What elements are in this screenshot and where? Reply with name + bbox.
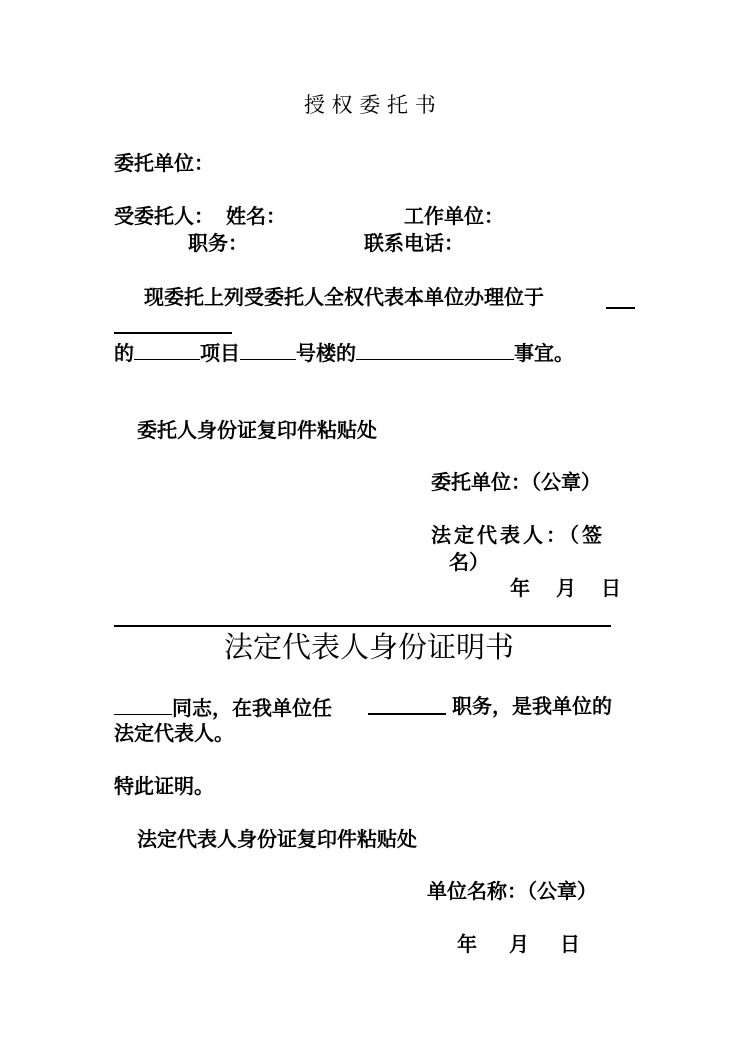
body-matter: 事宜。 — [514, 341, 574, 365]
agent-label: 受委托人： — [114, 204, 214, 228]
signature-label-line2: 名） — [449, 550, 489, 574]
authorization-date-year: 年 — [510, 576, 530, 600]
project-blank — [134, 341, 200, 360]
authorization-title: 授 权 委 托 书 — [304, 93, 436, 117]
work-unit-label: 工作单位： — [404, 204, 504, 228]
building-blank — [240, 341, 296, 360]
position-label: 职务： — [188, 231, 248, 255]
section-divider — [114, 625, 611, 627]
identity-date-year: 年 — [457, 932, 477, 956]
identity-seal-label: 单位名称：（公章） — [427, 879, 597, 903]
body-de: 的 — [114, 341, 134, 365]
matter-blank — [356, 341, 514, 360]
body-building: 号楼的 — [296, 341, 356, 365]
authorization-body-line1: 现委托上列受委托人全权代表本单位办理位于 — [144, 285, 544, 309]
phone-label: 联系电话： — [364, 231, 464, 255]
comrade-name-blank — [114, 696, 172, 715]
identity-position-blank — [368, 713, 446, 715]
signature-label-line1: 法定代表人：（签 — [431, 523, 605, 547]
identity-line1 — [114, 696, 332, 718]
location-blank-2 — [114, 332, 232, 334]
client-unit-label: 委托单位： — [114, 151, 214, 175]
authorization-date-month: 月 — [556, 576, 576, 600]
identity-certify: 特此证明。 — [114, 774, 214, 798]
agent-name-label: 姓名： — [226, 204, 286, 228]
identity-comrade: 同志，在我单位任 — [172, 696, 332, 720]
location-blank-1 — [606, 307, 635, 309]
identity-line2: 法定代表人。 — [114, 721, 234, 745]
agent-id-copy-label: 委托人身份证复印件粘贴处 — [137, 418, 377, 442]
identity-title: 法定代表人身份证明书 — [224, 630, 515, 664]
identity-date-month: 月 — [509, 932, 529, 956]
client-seal-label: 委托单位：（公章） — [431, 470, 601, 494]
authorization-body-line2 — [114, 341, 574, 363]
body-project: 项目 — [200, 341, 240, 365]
identity-date-day: 日 — [560, 932, 580, 956]
identity-id-copy-label: 法定代表人身份证复印件粘贴处 — [137, 827, 417, 851]
identity-position-text: 职务，是我单位的 — [452, 694, 612, 718]
authorization-date-day: 日 — [601, 576, 621, 600]
